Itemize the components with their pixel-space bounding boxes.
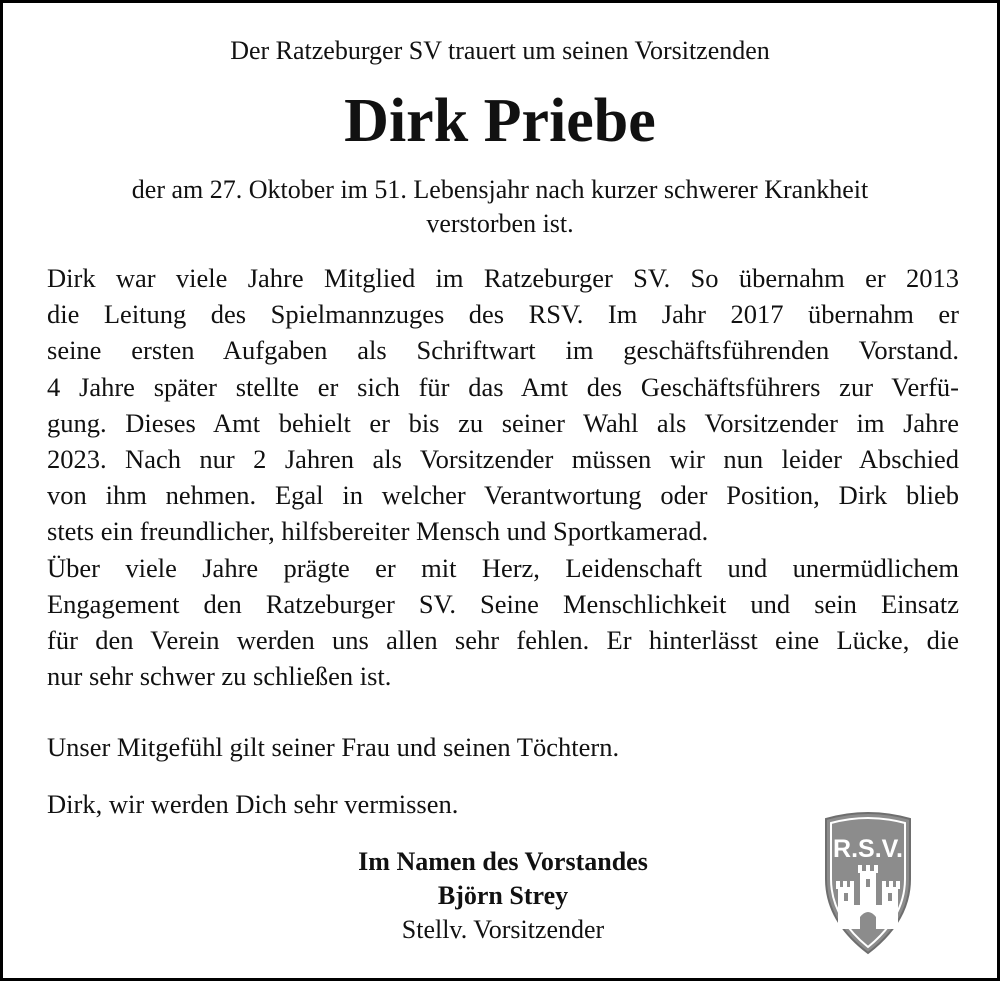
intro-line: Der Ratzeburger SV trauert um seinen Vorsitzenden — [230, 36, 770, 65]
sympathy-line: Unser Mitgefühl gilt seiner Frau und seinen Töchtern. — [47, 732, 620, 762]
tribute-line: die Leitung des Spielmannzuges des RSV. Im Jahr 2017 übernahm er — [47, 299, 959, 330]
tribute-line: Engagement den Ratzeburger SV. Seine Menschlichkeit und sein Einsatz — [47, 588, 959, 619]
tribute-line: Über viele Jahre prägte er mit Herz, Leidenschaft und unermüdlichem — [47, 552, 959, 583]
tribute-text — [47, 260, 959, 694]
tribute-line: Dirk war viele Jahre Mitglied im Ratzeburger SV. So übernahm er 2013 — [47, 263, 959, 293]
svg-text:R.S.V.: R.S.V. — [833, 835, 903, 863]
tribute-line: stets ein freundlicher, hilfsbereiter Mensch und Sportkamerad. — [47, 516, 709, 547]
signature-block — [253, 845, 753, 947]
signer-role: Stellv. Vorsitzender — [401, 915, 605, 944]
death-statement — [43, 173, 957, 241]
death-line: verstorben ist. — [426, 209, 574, 238]
signer-name: Björn Strey — [437, 881, 569, 910]
tribute-line: 2023. Nach nur 2 Jahren als Vorsitzender müssen wir nun leider Abschied — [47, 444, 959, 475]
on-behalf-line: Im Namen des Vorstandes — [358, 847, 648, 876]
tribute-line: gung. Dieses Amt behielt er bis zu seiner Wahl als Vorsitzender im Jahre — [47, 407, 959, 438]
tribute-line: seine ersten Aufgaben als Schriftwart im geschäftsführenden Vorstand. — [47, 335, 959, 366]
farewell-line: Dirk, wir werden Dich sehr vermissen. — [47, 789, 459, 819]
death-line: der am 27. Oktober im 51. Lebensjahr nach kurzer schwerer Krankheit — [131, 175, 869, 204]
rsv-crest-logo — [818, 809, 918, 957]
tribute-line: 4 Jahre später stellte er sich für das Amt des Geschäftsführers zur Verfü- — [47, 371, 959, 402]
tribute-line: für den Verein werden uns allen sehr fehlen. Er hinterlässt eine Lücke, die — [47, 625, 959, 656]
deceased-name: Dirk Priebe — [344, 87, 656, 155]
tribute-line: von ihm nehmen. Egal in welcher Verantwortung oder Position, Dirk blieb — [47, 480, 959, 511]
tribute-line: nur sehr schwer zu schließen ist. — [47, 661, 392, 692]
